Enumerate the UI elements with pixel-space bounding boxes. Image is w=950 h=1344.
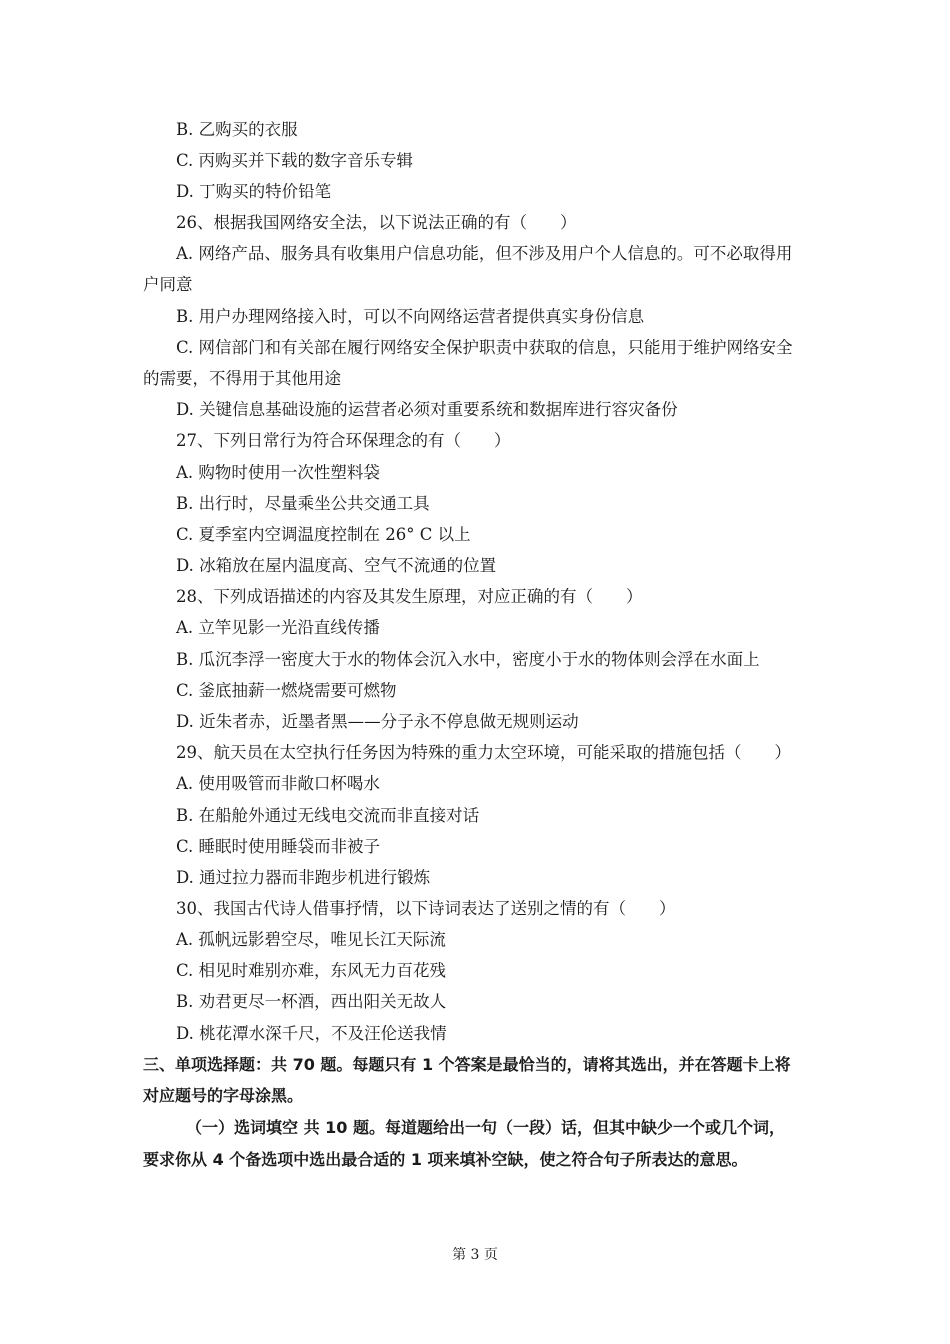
option-29-c: C. 睡眠时使用睡袋而非被子 [176, 837, 381, 856]
question-28: 28、下列成语描述的内容及其发生原理，对应正确的有（ ） [176, 587, 643, 606]
option-30-b: B. 劝君更尽一杯酒，西出阳关无故人 [176, 992, 447, 1011]
question-27: 27、下列日常行为符合环保理念的有（ ） [176, 431, 511, 450]
option-26-c: C. 网信部门和有关部在履行网络安全保护职责中获取的信息，只能用于维护网络安全 [176, 338, 793, 357]
option-26-a-cont: 户同意 [143, 275, 193, 294]
question-26: 26、根据我国网络安全法，以下说法正确的有（ ） [176, 213, 577, 232]
option-26-b: B. 用户办理网络接入时，可以不向网络运营者提供真实身份信息 [176, 307, 645, 326]
option-27-d: D. 冰箱放在屋内温度高、空气不流通的位置 [176, 556, 497, 575]
option-28-a: A. 立竿见影一光沿直线传播 [176, 618, 380, 637]
option-28-d: D. 近朱者赤，近墨者黑——分子永不停息做无规则运动 [176, 712, 579, 731]
subsection-heading: （一）选词填空 共 10 题。每道题给出一句（一段）话，但其中缺少一个或几个词， [186, 1118, 785, 1137]
option-28-c: C. 釜底抽薪一燃烧需要可燃物 [176, 681, 397, 700]
option-27-b: B. 出行时，尽量乘坐公共交通工具 [176, 494, 430, 513]
subsection-heading-cont: 要求你从 4 个备选项中选出最合适的 1 项来填补空缺，使之符合句子所表达的意思。 [143, 1150, 748, 1169]
option-30-d: D. 桃花潭水深千尺，不及汪伦送我情 [176, 1024, 447, 1043]
option-30-a: A. 孤帆远影碧空尽，唯见长江天际流 [176, 930, 446, 949]
option-29-a: A. 使用吸管而非敞口杯喝水 [176, 774, 380, 793]
option-25-b: B. 乙购买的衣服 [176, 120, 298, 139]
section-heading-cont: 对应题号的字母涂黑。 [143, 1086, 304, 1105]
option-25-d: D. 丁购买的特价铅笔 [176, 182, 332, 201]
option-26-d: D. 关键信息基础设施的运营者必须对重要系统和数据库进行容灾备份 [176, 400, 678, 419]
option-25-c: C. 丙购买并下载的数字音乐专辑 [176, 151, 414, 170]
option-30-c: C. 相见时难别亦难，东风无力百花残 [176, 961, 447, 980]
question-29: 29、航天员在太空执行任务因为特殊的重力太空环境，可能采取的措施包括（ ） [176, 743, 791, 762]
option-29-b: B. 在船舱外通过无线电交流而非直接对话 [176, 806, 480, 825]
question-30: 30、我国古代诗人借事抒情，以下诗词表达了送别之情的有（ ） [176, 899, 676, 918]
option-28-b: B. 瓜沉李浮一密度大于水的物体会沉入水中，密度小于水的物体则会浮在水面上 [176, 650, 760, 669]
option-29-d: D. 通过拉力器而非跑步机进行锻炼 [176, 868, 431, 887]
option-27-a: A. 购物时使用一次性塑料袋 [176, 463, 380, 482]
section-heading: 三、单项选择题：共 70 题。每题只有 1 个答案是最恰当的，请将其选出，并在答题卡上将 [143, 1055, 791, 1074]
option-26-a: A. 网络产品、服务具有收集用户信息功能，但不涉及用户个人信息的。可不必取得用 [176, 244, 793, 263]
option-27-c: C. 夏季室内空调温度控制在 26° C 以上 [176, 525, 471, 544]
option-26-c-cont: 的需要，不得用于其他用途 [143, 369, 341, 388]
page-number: 第 3 页 [452, 1247, 498, 1263]
